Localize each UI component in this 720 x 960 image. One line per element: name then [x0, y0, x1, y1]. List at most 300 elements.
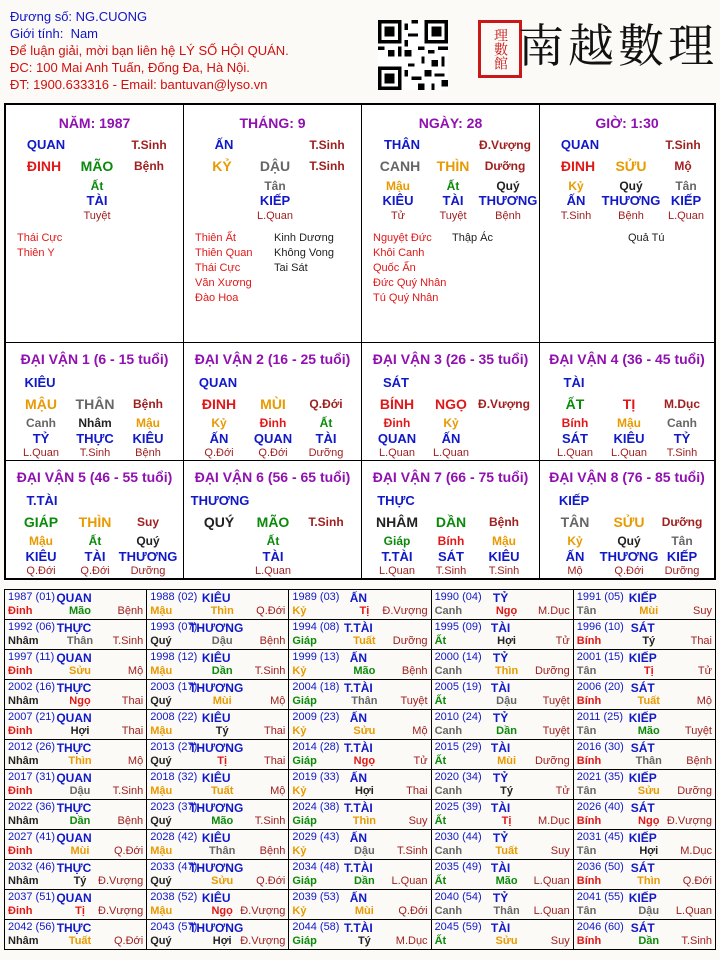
year-star: T.TÀI	[344, 621, 373, 635]
table-row	[5, 590, 716, 620]
hidden-can: Canh	[667, 416, 697, 430]
hidden-phase: Tuyệt	[83, 210, 111, 222]
year-label: 1997 (11)	[8, 651, 55, 663]
pillar-cell	[540, 105, 714, 343]
hidden-star: KIẾP	[259, 193, 291, 208]
year-label: 2031 (45)	[576, 831, 624, 843]
daivan-can: MẬU	[25, 396, 57, 412]
hidden-phase: Dưỡng	[130, 565, 166, 577]
year-chi: Mão	[637, 725, 660, 737]
year-cell	[147, 680, 289, 710]
year-chi: Tị	[501, 815, 512, 827]
year-star: QUAN	[56, 591, 92, 605]
year-can: Tân	[576, 605, 597, 617]
year-star: TỶ	[492, 591, 509, 605]
year-cell	[289, 920, 431, 950]
table-row	[5, 680, 716, 710]
year-label: 2036 (50)	[576, 861, 624, 873]
year-can: Mậu	[150, 785, 173, 797]
year-can: Canh	[434, 785, 463, 797]
year-label: 2041 (55)	[576, 891, 624, 903]
daivan-chi: MÃO	[256, 514, 290, 530]
year-star: TỶ	[492, 711, 509, 725]
year-chi: Thân	[209, 845, 236, 857]
daivan-chi-phase: T.Sinh	[308, 515, 344, 529]
year-cell	[289, 860, 431, 890]
hidden-can: Ất	[446, 179, 460, 193]
pillar-can: ĐINH	[26, 158, 62, 174]
year-label: 2015 (29)	[434, 741, 482, 753]
year-star: TÀI	[490, 861, 511, 875]
year-chi: Dần	[211, 665, 233, 677]
pillar-cell	[362, 105, 540, 343]
year-chi: Thìn	[352, 815, 376, 827]
year-phase: Tuyệt	[400, 695, 428, 707]
year-star: TỶ	[492, 771, 509, 785]
year-star: ẤN	[349, 711, 368, 725]
year-can: Tân	[576, 785, 597, 797]
year-can: Ất	[434, 935, 447, 947]
year-can: Nhâm	[8, 695, 39, 707]
year-chi: Thân	[493, 905, 520, 917]
pillar-phase: T.Sinh	[665, 138, 701, 152]
year-label: 1995 (09)	[434, 621, 482, 633]
hidden-can: Ất	[319, 416, 333, 430]
year-chi: Hợi	[212, 935, 232, 947]
year-label: 2040 (54)	[434, 891, 482, 903]
gioitinh-value: Nam	[70, 26, 99, 41]
year-chi: Dần	[496, 725, 517, 737]
daivan-star: KIẾP	[558, 493, 590, 508]
year-star: TỶ	[492, 891, 509, 905]
year-label: 2010 (24)	[434, 711, 482, 723]
year-label: 1987 (01)	[8, 591, 56, 603]
year-phase: Mộ	[696, 695, 712, 707]
year-phase: Suy	[693, 605, 712, 617]
year-cell	[431, 710, 573, 740]
year-cell	[289, 680, 431, 710]
pillar-phase: T.Sinh	[131, 138, 167, 152]
hidden-star: THƯƠNG	[601, 193, 661, 208]
daivan-can: GIÁP	[23, 514, 59, 530]
year-star: QUAN	[56, 771, 92, 785]
hidden-can: Mậu	[492, 534, 516, 548]
hidden-phase: L.Quan	[432, 447, 470, 459]
daivan-star: THƯƠNG	[190, 493, 250, 508]
daivan-cell	[540, 343, 714, 461]
year-label: 2038 (52)	[150, 891, 198, 903]
year-star: THỰC	[56, 801, 92, 815]
year-cell	[5, 830, 147, 860]
phone-email-line: ĐT: 1900.633316 - Email: bantuvan@lyso.vn	[10, 77, 268, 92]
year-chi: Tuất	[68, 935, 92, 947]
year-phase: L.Quan	[675, 905, 712, 917]
year-chi: Ngọ	[353, 755, 376, 767]
table-row	[5, 620, 716, 650]
table-row	[5, 860, 716, 890]
year-can: Nhâm	[8, 935, 39, 947]
daivan-can: TÂN	[560, 514, 590, 530]
year-phase: Bệnh	[117, 605, 144, 617]
shensha-item: Thập Ác	[452, 232, 493, 244]
year-star: TÀI	[490, 621, 511, 635]
daivan-star: SÁT	[383, 375, 409, 390]
year-star: KIẾP	[628, 771, 657, 785]
year-phase: Dưỡng	[534, 665, 570, 677]
year-phase: Mộ	[412, 725, 428, 737]
hidden-can: Tân	[675, 179, 697, 193]
hidden-phase: Bệnh	[135, 447, 161, 459]
year-chi: Thân	[66, 635, 94, 647]
year-phase: Tử	[413, 755, 428, 767]
year-phase: Mộ	[127, 755, 144, 767]
year-cell	[147, 620, 289, 650]
hidden-can: Kỷ	[211, 416, 227, 430]
year-label: 2046 (60)	[576, 921, 624, 933]
year-can: Giáp	[292, 695, 317, 707]
year-label: 2009 (23)	[292, 711, 340, 723]
daivan-title: ĐẠI VẬN 6 (56 - 65 tuổi)	[194, 469, 351, 485]
year-cell	[5, 800, 147, 830]
shensha-list-2	[452, 231, 493, 246]
daivan-cell	[6, 343, 184, 461]
hidden-star: TỶ	[673, 431, 691, 446]
year-phase: Tuyệt	[684, 725, 712, 737]
hidden-can: Bính	[561, 416, 589, 430]
year-chi: Thìn	[210, 605, 234, 617]
daivan-star: KIÊU	[24, 375, 56, 390]
year-label: 1999 (13)	[292, 651, 340, 663]
hidden-can: Giáp	[383, 534, 411, 548]
year-star: QUAN	[56, 831, 92, 845]
year-label: 2037 (51)	[8, 891, 56, 903]
year-star: THƯƠNG	[189, 741, 244, 755]
year-chi: Thìn	[494, 665, 519, 677]
year-cell	[431, 860, 573, 890]
shensha-item: Thái Cực	[195, 262, 241, 274]
year-label: 2016 (30)	[576, 741, 624, 753]
year-label: 2008 (22)	[150, 711, 198, 723]
year-label: 1992 (06)	[8, 621, 56, 633]
daivan-chi-phase: Đ.Vượng	[478, 397, 530, 411]
year-star: SÁT	[630, 741, 655, 755]
year-chi: Mùi	[212, 695, 232, 707]
pillar-chi: DẬU	[259, 158, 291, 174]
pillar-chi-phase: T.Sinh	[309, 159, 345, 173]
pillar-title: NĂM: 1987	[58, 115, 131, 131]
year-label: 2014 (28)	[292, 741, 340, 753]
pillar-cell	[6, 105, 184, 343]
year-can: Đinh	[8, 905, 33, 917]
year-label: 1994 (08)	[292, 621, 340, 633]
year-chi: Tị	[217, 755, 228, 767]
year-star: SÁT	[630, 921, 655, 935]
year-cell	[431, 590, 573, 620]
year-phase: Bệnh	[401, 665, 428, 677]
daivan-cell	[184, 343, 362, 461]
year-label: 2029 (43)	[292, 831, 340, 843]
table-row	[5, 740, 716, 770]
year-star: THƯƠNG	[189, 921, 244, 935]
year-can: Kỷ	[292, 665, 307, 677]
year-chi: Hợi	[639, 845, 659, 857]
hidden-star: TÀI	[442, 193, 464, 208]
year-can: Đinh	[8, 785, 33, 797]
year-chi: Dậu	[211, 635, 233, 647]
pillar-title: NGÀY: 28	[418, 115, 483, 131]
seal-text: 理數館	[492, 28, 508, 70]
year-star: SÁT	[630, 861, 655, 875]
year-chi: Mão	[69, 605, 91, 617]
shensha-item: Quả Tú	[628, 232, 665, 244]
year-cell	[431, 740, 573, 770]
year-cell	[573, 830, 715, 860]
year-chi: Sửu	[211, 875, 234, 887]
year-can: Canh	[434, 845, 463, 857]
chart-grid	[4, 103, 716, 580]
shensha-list-1	[195, 231, 252, 306]
year-label: 2030 (44)	[434, 831, 482, 843]
year-phase: Đ.Vượng	[240, 935, 286, 947]
hidden-phase: L.Quan	[256, 210, 294, 222]
year-chi: Thân	[635, 755, 662, 767]
year-star: ẤN	[349, 831, 368, 845]
hidden-can: Canh	[26, 416, 56, 430]
year-label: 2001 (15)	[576, 651, 624, 663]
year-star: THƯƠNG	[189, 681, 244, 695]
pillar-cell	[184, 105, 362, 343]
year-cell	[5, 920, 147, 950]
year-can: Giáp	[292, 635, 317, 647]
year-cell	[5, 740, 147, 770]
year-label: 2042 (56)	[8, 921, 56, 933]
table-row	[5, 770, 716, 800]
year-can: Mậu	[150, 845, 173, 857]
year-label: 2021 (35)	[576, 771, 624, 783]
year-cell	[5, 710, 147, 740]
year-star: TÀI	[490, 921, 511, 935]
year-can: Canh	[434, 665, 463, 677]
year-can: Ất	[434, 875, 447, 887]
shensha-item: Đức Quý Nhân	[373, 277, 447, 289]
shensha-list-1	[17, 231, 62, 261]
daivan-chi-phase: Bệnh	[489, 515, 519, 529]
daivan-title: ĐẠI VẬN 2 (16 - 25 tuổi)	[194, 351, 351, 367]
year-can: Mậu	[150, 725, 173, 737]
year-cell	[147, 860, 289, 890]
hidden-can: Nhâm	[78, 416, 112, 430]
shensha-item: Tai Sát	[274, 262, 308, 274]
hidden-can: Kỷ	[567, 534, 583, 548]
year-chi: Hợi	[70, 725, 90, 737]
hidden-star: TÀI	[86, 193, 108, 208]
year-phase: Bệnh	[117, 815, 144, 827]
year-star: T.TÀI	[344, 741, 373, 755]
year-cell	[573, 590, 715, 620]
year-star: TÀI	[490, 681, 511, 695]
year-can: Kỷ	[292, 725, 307, 737]
year-label: 2025 (39)	[434, 801, 482, 813]
hidden-star: KIẾP	[670, 193, 702, 208]
year-cell	[431, 920, 573, 950]
hidden-can: Quý	[617, 534, 641, 548]
year-label: 2019 (33)	[292, 771, 340, 783]
year-label: 2012 (26)	[8, 741, 56, 753]
year-label: 2033 (47)	[150, 861, 198, 873]
year-label: 2004 (18)	[292, 681, 340, 693]
year-can: Giáp	[292, 815, 317, 827]
year-phase: M.Dục	[680, 845, 712, 857]
hidden-star: THỰC	[76, 431, 114, 446]
contact-line: Để luận giải, mời bạn liên hệ LÝ SỐ HỘI QUÁN.	[10, 43, 289, 58]
year-star: T.TÀI	[344, 681, 373, 695]
year-can: Nhâm	[8, 815, 39, 827]
year-label: 2013 (27)	[150, 741, 198, 753]
year-chi: Dần	[638, 935, 660, 947]
year-star: THỰC	[56, 621, 92, 635]
year-chi: Tý	[357, 935, 371, 947]
year-label: 2011 (25)	[576, 711, 624, 723]
year-cell	[431, 650, 573, 680]
year-phase: M.Dục	[537, 815, 570, 827]
hidden-phase: Dưỡng	[664, 565, 700, 577]
year-can: Quý	[150, 815, 172, 827]
pillar-star: THÂN	[383, 137, 421, 152]
hidden-star: THƯƠNG	[118, 549, 178, 564]
year-cell	[5, 860, 147, 890]
year-can: Quý	[150, 875, 172, 887]
year-label: 2044 (58)	[292, 921, 340, 933]
daivan-chi: THÂN	[75, 396, 115, 412]
shensha-item: Tú Quý Nhân	[373, 292, 439, 304]
hidden-can: Quý	[136, 534, 160, 548]
year-can: Nhâm	[8, 755, 39, 767]
daivan-can: QUÝ	[203, 514, 235, 530]
year-star: ẤN	[349, 591, 368, 605]
year-star: SÁT	[630, 681, 655, 695]
hidden-phase: Q.Đới	[614, 565, 644, 577]
year-phase: Thai	[263, 725, 286, 737]
year-star: THỰC	[56, 861, 92, 875]
so-label: Đương số:	[10, 9, 73, 24]
pillar-can: KỶ	[212, 158, 232, 174]
daivan-can: NHÂM	[376, 514, 418, 530]
year-can: Bính	[576, 815, 602, 827]
year-star: KIẾP	[628, 831, 657, 845]
year-chi: Thân	[351, 695, 378, 707]
hidden-phase: T.Sinh	[488, 565, 520, 577]
year-phase: L.Quan	[533, 905, 570, 917]
year-label: 2002 (16)	[8, 681, 56, 693]
year-star: SÁT	[630, 621, 655, 635]
daivan-title: ĐẠI VẬN 8 (76 - 85 tuổi)	[549, 469, 705, 485]
year-chi: Tý	[500, 785, 513, 797]
year-phase: Suy	[408, 815, 428, 827]
year-phase: M.Dục	[537, 605, 570, 617]
year-chi: Tị	[359, 605, 370, 617]
year-star: QUAN	[56, 711, 92, 725]
year-phase: Đ.Vượng	[240, 905, 286, 917]
year-cell	[289, 890, 431, 920]
year-chi: Tị	[75, 905, 85, 917]
year-star: TỶ	[492, 831, 509, 845]
year-star: THỰC	[56, 741, 92, 755]
year-label: 1990 (04)	[434, 591, 482, 603]
shensha-item: Khôi Canh	[373, 247, 425, 259]
shensha-item: Đào Hoa	[195, 292, 239, 304]
daivan-cell	[540, 461, 714, 579]
year-label: 2045 (59)	[434, 921, 482, 933]
hidden-can: Đinh	[259, 416, 287, 430]
year-chi: Ngọ	[495, 605, 518, 617]
daivan-title: ĐẠI VẬN 3 (26 - 35 tuổi)	[372, 351, 529, 367]
year-phase: Tuyệt	[542, 725, 570, 737]
hidden-star: KIÊU	[488, 549, 520, 564]
year-chi: Tý	[73, 875, 87, 887]
year-can: Bính	[576, 755, 602, 767]
year-star: ẤN	[349, 651, 368, 665]
hidden-phase: L.Quan	[254, 565, 292, 577]
year-chi: Sửu	[495, 935, 518, 947]
year-star: KIÊU	[201, 651, 231, 665]
year-label: 2003 (17)	[150, 681, 198, 693]
year-chi: Ngọ	[211, 905, 233, 917]
year-star: TÀI	[490, 801, 511, 815]
year-chi: Sửu	[637, 785, 660, 797]
hidden-star: THƯƠNG	[478, 193, 538, 208]
hidden-star: TÀI	[262, 549, 284, 564]
year-phase: Đ.Vượng	[382, 605, 428, 617]
year-star: THỰC	[56, 681, 92, 695]
year-cell	[431, 770, 573, 800]
hidden-star: TÀI	[315, 431, 337, 446]
year-cell	[147, 920, 289, 950]
year-star: KIẾP	[628, 591, 657, 605]
hidden-star: T.TÀI	[381, 549, 413, 564]
year-cell	[573, 770, 715, 800]
hidden-phase: Tuyệt	[439, 210, 467, 222]
logo: 南越數理	[518, 19, 718, 73]
hidden-phase: L.Quan	[22, 447, 60, 459]
year-phase: Bệnh	[686, 755, 712, 767]
year-phase: T.Sinh	[112, 635, 144, 647]
pillar-star: QUAN	[26, 137, 66, 152]
pillar-chi: SỬU	[615, 158, 647, 174]
hidden-phase: Dưỡng	[308, 447, 344, 459]
year-chi: Thìn	[637, 875, 661, 887]
year-cell	[573, 740, 715, 770]
year-cell	[5, 590, 147, 620]
hidden-can: Ất	[266, 534, 280, 548]
table-row	[5, 710, 716, 740]
year-phase: Q.Đới	[398, 905, 428, 917]
annual-table	[4, 589, 716, 950]
year-label: 1988 (02)	[150, 591, 198, 603]
year-can: Kỷ	[292, 605, 307, 617]
hidden-star: KIÊU	[132, 431, 164, 446]
pillar-title: THÁNG: 9	[239, 115, 306, 131]
year-phase: L.Quan	[533, 875, 570, 887]
hidden-can: Tân	[264, 179, 286, 193]
hidden-can: Quý	[496, 179, 520, 193]
year-star: T.TÀI	[344, 921, 373, 935]
daivan-chi: SỬU	[613, 514, 645, 530]
shensha-item: Văn Xương	[195, 277, 252, 289]
year-chi: Mùi	[354, 905, 374, 917]
year-phase: Thai	[406, 785, 428, 797]
year-chi: Sửu	[353, 725, 376, 737]
year-phase: T.Sinh	[681, 935, 712, 947]
